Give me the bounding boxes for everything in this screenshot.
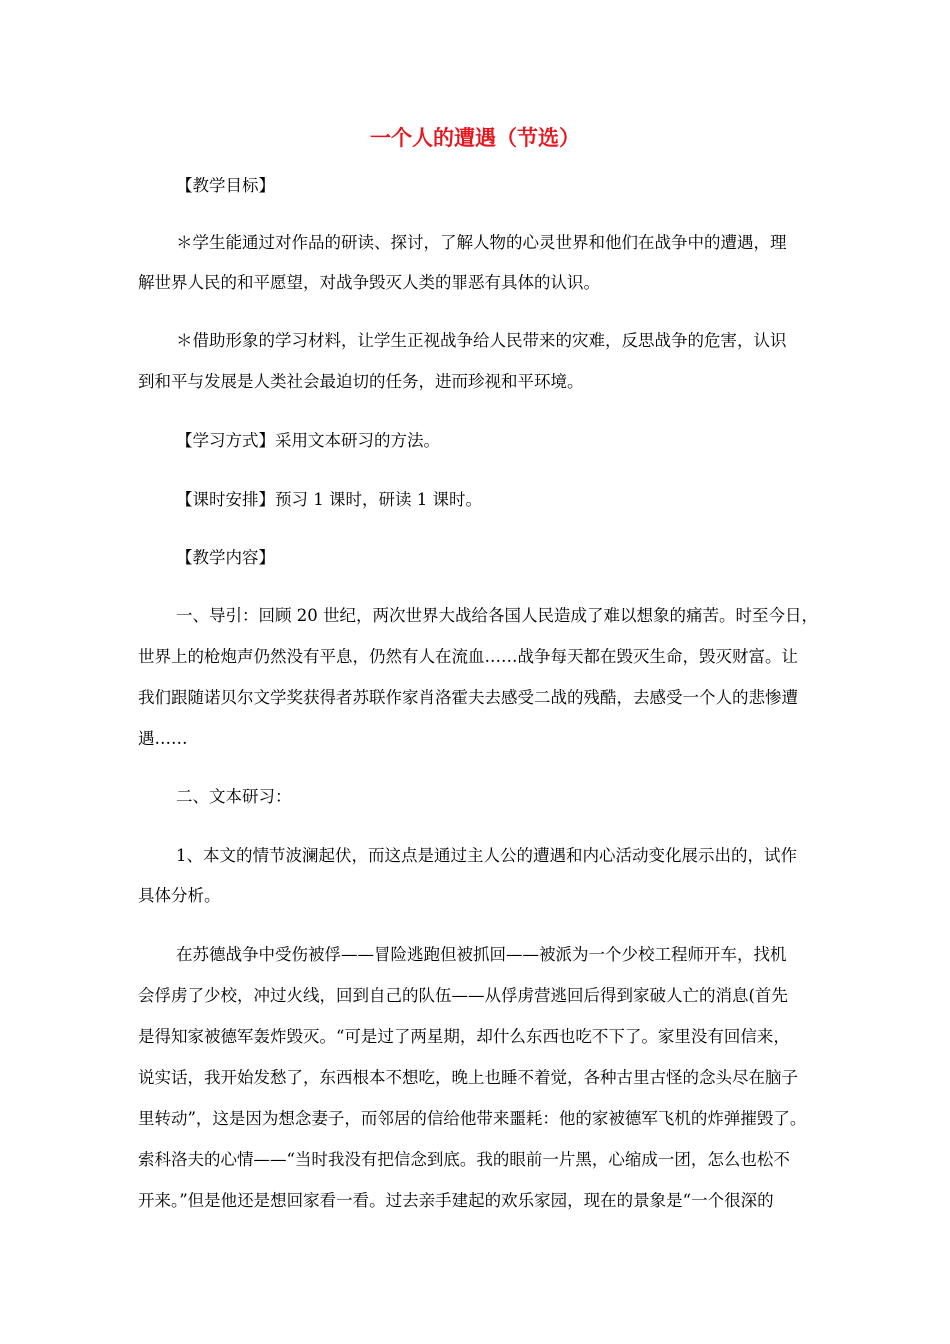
intro-line-3: 我们跟随诺贝尔文学奖获得者苏联作家肖洛霍夫去感受二战的残酷，去感受一个人的悲惨遭	[138, 688, 798, 707]
answer-line-1: 在苏德战争中受伤被俘——冒险逃跑但被抓回——被派为一个少校工程师开车，找机	[176, 945, 787, 964]
objective-2-line-1: ＊借助形象的学习材料，让学生正视战争给人民带来的灾难，反思战争的危害，认识	[176, 331, 787, 350]
answer-line-6: 索科洛夫的心情——“当时我没有把信念到底。我的眼前一片黑，心缩成一团，怎么也松不	[138, 1150, 790, 1169]
answer-line-5: 里转动”，这是因为想念妻子，而邻居的信给他带来噩耗：他的家被德军飞机的炸弹摧毁了。	[138, 1109, 807, 1128]
teaching-objectives-heading: 【教学目标】	[176, 176, 275, 195]
intro-line-2: 世界上的枪炮声仍然没有平息，仍然有人在流血……战争每天都在毁灭生命，毁灭财富。让	[138, 647, 798, 666]
intro-line-1: 一、导引：回顾 20 世纪，两次世界大战给各国人民造成了难以想象的痛苦。时至今日，	[176, 606, 818, 625]
question-1-line-1: 1、本文的情节波澜起伏，而这点是通过主人公的遭遇和内心活动变化展示出的，试作	[176, 846, 797, 865]
teaching-content-heading: 【教学内容】	[176, 548, 275, 567]
answer-line-2: 会俘虏了少校，冲过火线，回到自己的队伍——从俘虏营逃回后得到家破人亡的消息(首先	[138, 986, 788, 1005]
objective-1-line-2: 解世界人民的和平愿望，对战争毁灭人类的罪恶有具体的认识。	[138, 273, 600, 292]
intro-line-4: 遇……	[138, 729, 188, 748]
class-schedule: 【课时安排】预习 1 课时，研读 1 课时。	[176, 490, 482, 509]
learning-method: 【学习方式】采用文本研习的方法。	[176, 431, 440, 450]
objective-1-line-1: ＊学生能通过对作品的研读、探讨，了解人物的心灵世界和他们在战争中的遭遇，理	[176, 233, 787, 252]
answer-line-7: 开来。”但是他还是想回家看一看。过去亲手建起的欢乐家园，现在的景象是“一个很深的	[138, 1191, 774, 1210]
objective-2-line-2: 到和平与发展是人类社会最迫切的任务，进而珍视和平环境。	[138, 372, 584, 391]
text-study-heading: 二、文本研习：	[176, 787, 292, 806]
question-1-line-2: 具体分析。	[138, 886, 221, 905]
answer-line-4: 说实话，我开始发愁了，东西根本不想吃，晚上也睡不着觉，各种古里古怪的念头尽在脑子	[138, 1068, 798, 1087]
answer-line-3: 是得知家被德军轰炸毁灭。“可是过了两星期，却什么东西也吃不下了。家里没有回信来，	[138, 1027, 790, 1046]
page-title: 一个人的遭遇（节选）	[370, 126, 580, 150]
